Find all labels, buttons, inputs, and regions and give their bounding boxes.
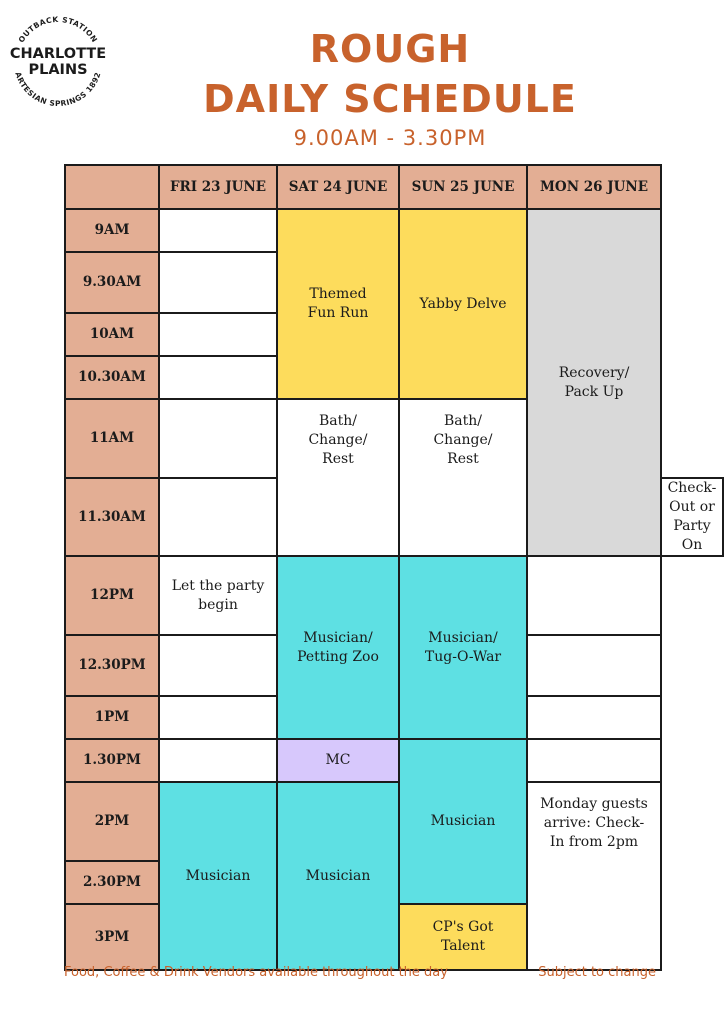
time-label: 11.30AM	[65, 478, 159, 556]
fri-musician-event	[159, 782, 277, 970]
fri-empty-slot	[159, 739, 277, 782]
time-label: 1PM	[65, 696, 159, 739]
footer-vendors-note: Food, Coffee & Drink Vendors available throughout the day	[64, 965, 448, 980]
fri-empty-slot	[159, 399, 277, 478]
time-label: 9.30AM	[65, 252, 159, 313]
event-text: Musician	[185, 867, 251, 884]
fri-empty-slot	[159, 696, 277, 739]
event-text: MC	[325, 752, 351, 768]
fri-empty-slot	[159, 313, 277, 356]
sun-bath-event	[399, 399, 527, 556]
event-text: Musician/ Tug-O-War	[424, 629, 502, 665]
table-row	[65, 782, 723, 861]
event-text: Check-Out or Party On	[667, 480, 717, 553]
table-row	[65, 209, 723, 252]
fri-empty-slot	[159, 209, 277, 252]
event-text: Musician	[305, 867, 371, 884]
time-label: 2PM	[65, 782, 159, 861]
time-label: 3PM	[65, 904, 159, 970]
title-line2: DAILY SCHEDULE	[203, 77, 577, 121]
event-text: CP's Got Talent	[432, 919, 494, 954]
event-text: Musician	[430, 813, 496, 829]
sun-yabby-event	[399, 209, 527, 399]
mon-checkout-event	[661, 478, 723, 556]
fri-empty-slot	[159, 252, 277, 313]
fri-empty-slot	[159, 356, 277, 399]
sun-musician-tug-event	[399, 556, 527, 739]
schedule-header-row	[65, 165, 723, 209]
sat-bath-event	[277, 399, 399, 556]
title-line1: ROUGH	[309, 27, 471, 71]
event-text: Yabby Delve	[419, 295, 507, 312]
event-text: Bath/ Change/ Rest	[433, 413, 493, 467]
event-text: Bath/ Change/ Rest	[308, 413, 368, 467]
header-corner	[65, 165, 159, 209]
schedule-hours: 9.00AM - 3.30PM	[293, 126, 487, 150]
time-label: 2.30PM	[65, 861, 159, 904]
event-text: Recovery/ Pack Up	[558, 364, 630, 400]
time-label: 10AM	[65, 313, 159, 356]
svg-text:OUTBACK STATION	[17, 15, 100, 44]
sat-fun-run-event	[277, 209, 399, 399]
time-label: 1.30PM	[65, 739, 159, 782]
header-sat: SAT 24 JUNE	[277, 165, 399, 209]
header-fri: FRI 23 JUNE	[159, 165, 277, 209]
footer-subject-to-change: Subject to change	[538, 965, 656, 980]
header-mon: MON 26 JUNE	[527, 165, 661, 209]
mon-empty-slot	[527, 696, 661, 739]
event-text: Let the party begin	[171, 578, 265, 613]
mon-recovery-event	[527, 209, 661, 556]
charlotte-plains-logo	[4, 8, 112, 116]
sun-talent-event	[399, 904, 527, 970]
table-row	[65, 739, 723, 782]
sat-musician-zoo-event	[277, 556, 399, 739]
schedule-table	[64, 164, 724, 971]
event-text: Musician/ Petting Zoo	[297, 629, 379, 665]
time-label: 9AM	[65, 209, 159, 252]
header-sun: SUN 25 JUNE	[399, 165, 527, 209]
event-text: Monday guests arrive: Check- In from 2pm	[540, 796, 648, 850]
time-label: 12PM	[65, 556, 159, 635]
time-label: 12.30PM	[65, 635, 159, 696]
logo-arc-top-text: OUTBACK STATION	[16, 14, 100, 45]
sat-musician-event	[277, 782, 399, 970]
time-label: 10.30AM	[65, 356, 159, 399]
fri-empty-slot	[159, 635, 277, 696]
mon-empty-slot	[527, 635, 661, 696]
logo-line1: CHARLOTTE	[9, 46, 107, 62]
sat-mc-event	[277, 739, 399, 782]
mon-empty-slot	[527, 739, 661, 782]
logo-line2: PLAINS	[28, 62, 88, 78]
fri-party-event	[159, 556, 277, 635]
event-text: Themed Fun Run	[307, 286, 369, 321]
sun-musician-event	[399, 739, 527, 904]
time-label: 11AM	[65, 399, 159, 478]
table-row	[65, 556, 723, 635]
fri-empty-slot	[159, 478, 277, 556]
mon-guests-event	[527, 782, 661, 970]
logo-arc-bottom-text: ARTESIAN SPRINGS 1892	[13, 70, 103, 109]
mon-empty-slot	[527, 556, 661, 635]
